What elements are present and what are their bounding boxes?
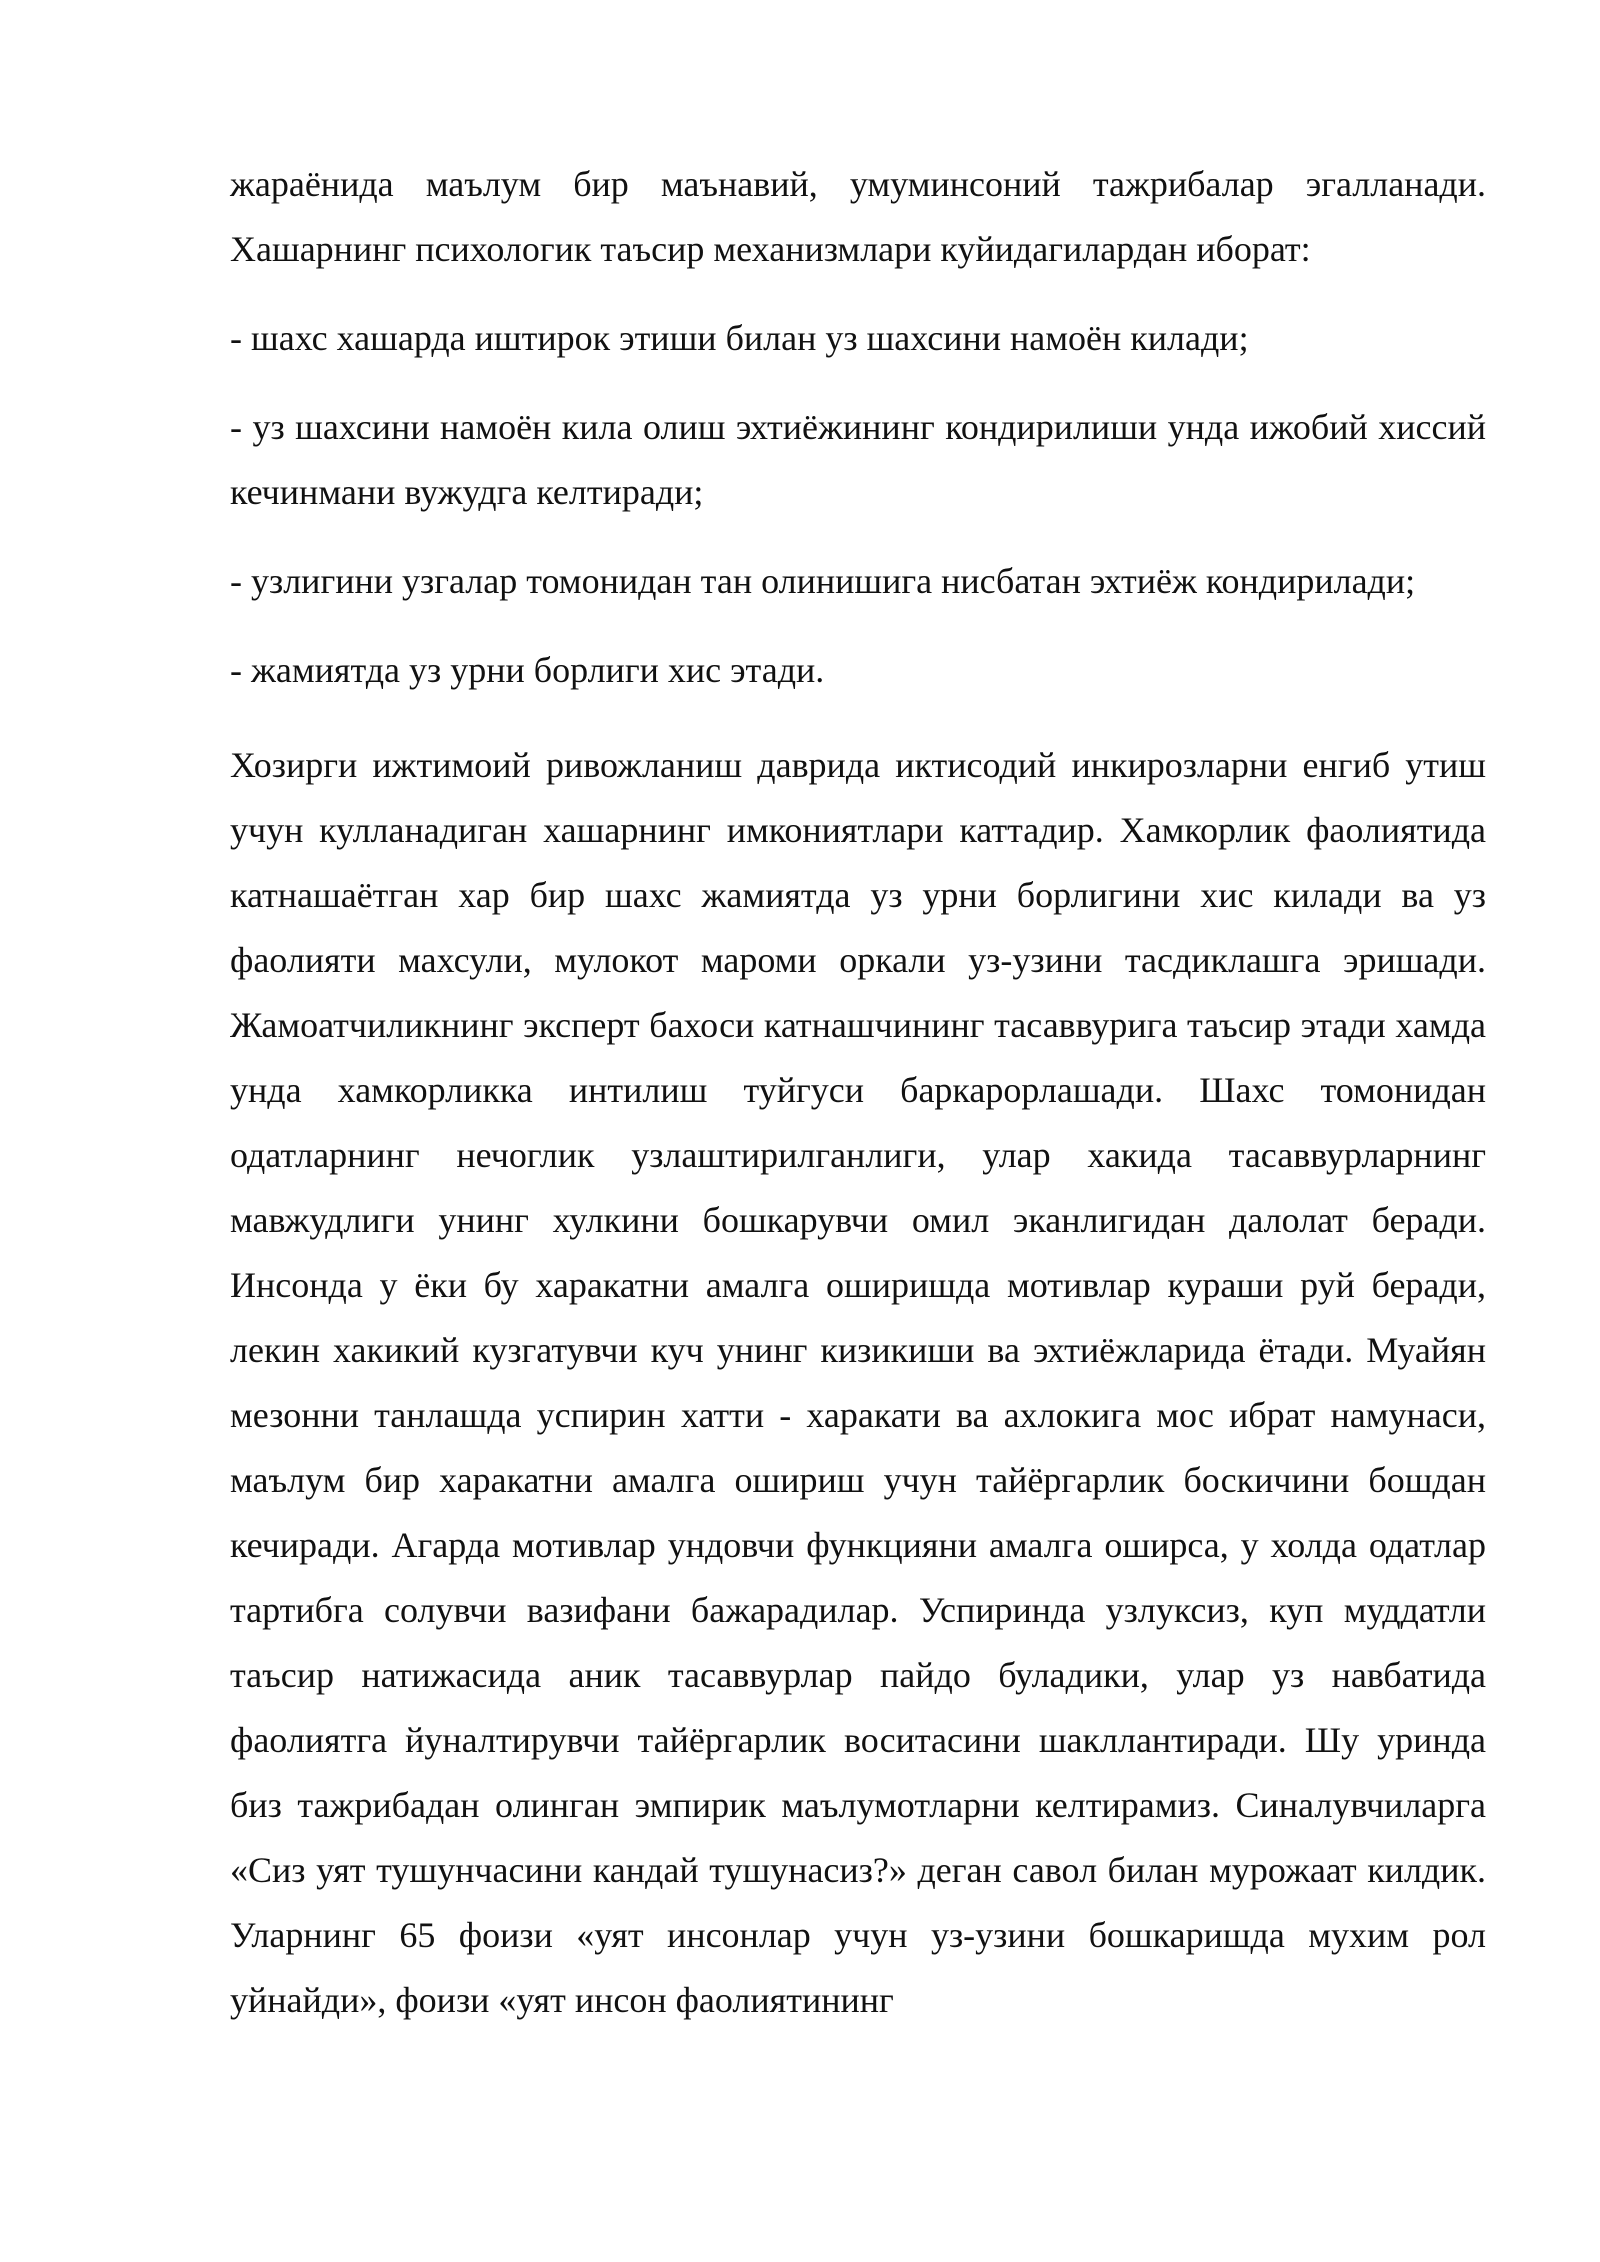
document-page — [230, 152, 1486, 2033]
bullet-item-2: - уз шахсини намоён кила олиш эхтиёжининг кондирилиши унда ижобий хиссий кечинмани вужудга келтиради; — [230, 407, 1486, 512]
intro-paragraph: жараёнида маълум бир маънавий, умуминсоний тажрибалар эгалланади. Хашарнинг психологик таъсир механизмлари куйидагилардан иборат: — [230, 164, 1486, 269]
bullet-item-1: - шахс хашарда иштирок этиши билан уз шахсини намоён килади; — [230, 318, 1249, 358]
main-paragraph: Хозирги ижтимоий ривожланиш даврида иктисодий инкирозларни енгиб утиш учун кулланадиган хашарнинг имкониятлари каттадир. Хамкорлик фаолиятида катнашаётган хар бир шахс жамиятда уз урни борлигини хис килади ва уз фаолияти махсули, мулокот мароми оркали уз-узини тасдиклашга эришади. Жамоатчиликнинг эксперт бахоси катнашчининг тасаввурига таъсир этади хамда унда хамкорликка интилиш туйгуси баркарорлашади. Шахс томонидан одатларнинг нечоглик узлаштирилганлиги, улар хакида тасаввурларнинг мавжудлиги унинг хулкини бошкарувчи омил эканлигидан далолат беради. Инсонда у ёки бу харакатни амалга оширишда мотивлар кураши руй беради, лекин хакикий кузгатувчи куч унинг кизикиши ва эхтиёжларида ётади. Муайян мезонни танлашда успирин хатти - харакати ва ахлокига мос ибрат намунаси, маълум бир харакатни амалга ошириш учун тайёргарлик боскичини бошдан кечиради. Агарда мотивлар ундовчи функцияни амалга оширса, у холда одатлар тартибга солувчи вазифани бажарадилар. Успиринда узлуксиз, куп муддатли таъсир натижасида аник тасаввурлар пайдо буладики, улар уз навбатида фаолиятга йуналтирувчи тайёргарлик воситасини шакллантиради. Шу уринда биз тажрибадан олинган эмпирик маълумотларни келтирамиз. Синалувчиларга «Сиз уят тушунчасини кандай тушунасиз?» деган савол билан мурожаат килдик. Уларнинг 65 фоизи «уят инсонлар учун уз-узини бошкаришда мухим рол уйнайди», фоизи «уят инсон фаолиятининг — [230, 745, 1486, 2020]
bullet-item-4: - жамиятда уз урни борлиги хис этади. — [230, 650, 825, 690]
bullet-item-3: - узлигини узгалар томонидан тан олинишига нисбатан эхтиёж кондирилади; — [230, 561, 1416, 601]
